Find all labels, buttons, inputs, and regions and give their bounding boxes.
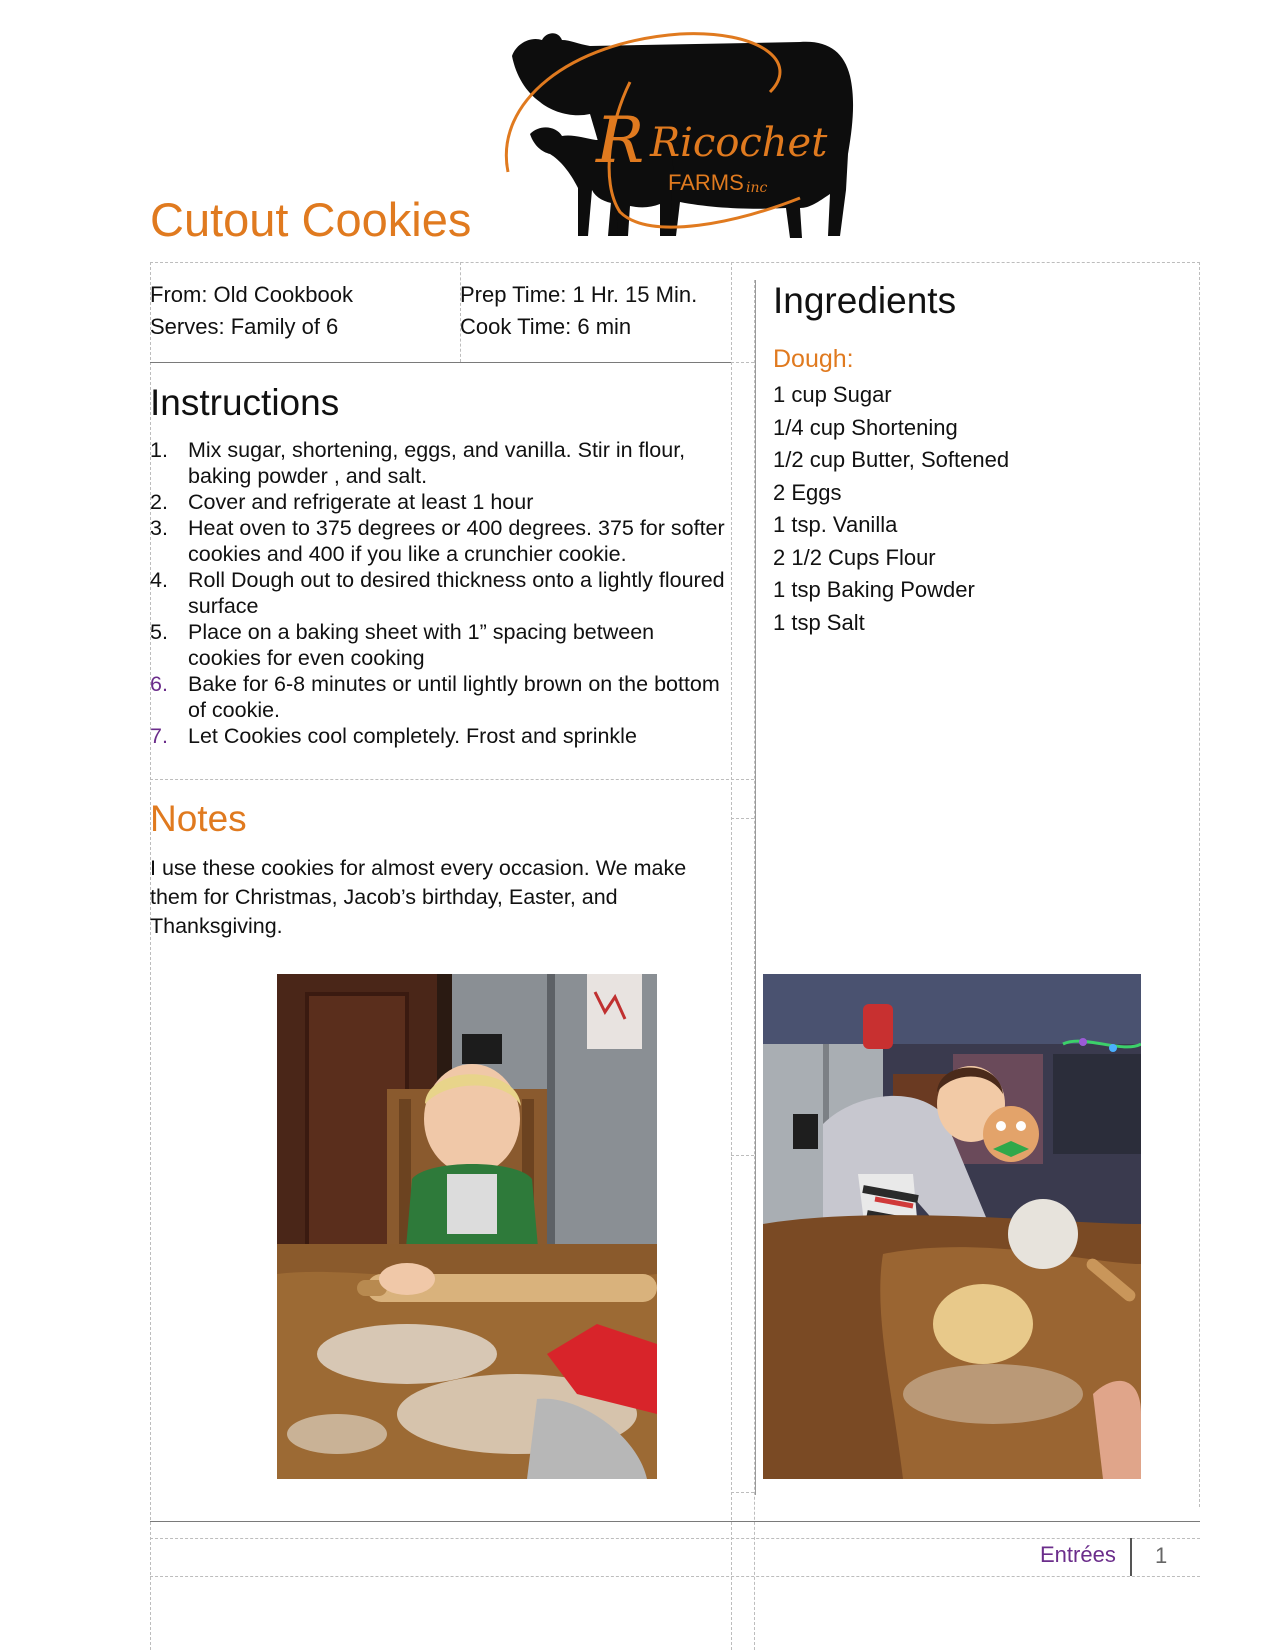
list-item: 1. Mix sugar, shortening, eggs, and vanilla. Stir in flour, baking powder , and salt. (150, 438, 686, 488)
recipe-prep-time: Prep Time: 1 Hr. 15 Min. (460, 282, 698, 307)
main-column-divider (731, 262, 732, 1650)
recipe-title: Cutout Cookies (150, 193, 472, 246)
gutter-tick-1 (731, 362, 754, 363)
instructions-bottom-border (150, 779, 754, 780)
list-item: 2 1/2 Cups Flour (773, 544, 936, 570)
table-right-border (1199, 262, 1200, 1507)
photo-child-graphic (763, 974, 1141, 1479)
footer-section-label: Entrées (1040, 1542, 1116, 1567)
list-item: 2. Cover and refrigerate at least 1 hour (150, 490, 534, 514)
logo-farms-text: FARMS (668, 170, 744, 195)
recipe-cook-time: Cook Time: 6 min (460, 314, 632, 339)
gutter-tick-2 (731, 818, 754, 819)
list-item: 1/4 cup Shortening (773, 414, 958, 440)
gutter-tick-3 (731, 1155, 754, 1156)
photo-toddler-rolling-pin (277, 974, 657, 1479)
recipe-serves: Serves: Family of 6 (150, 314, 339, 339)
recipe-meta-left (150, 279, 353, 343)
list-item: 7. Let Cookies cool completely. Frost and sprinkle (150, 724, 637, 748)
footer-row-bottom (150, 1576, 1200, 1577)
ingredients-heading: Ingredients (773, 280, 957, 321)
ingredients-section-dough: Dough: (773, 345, 854, 373)
gutter-marker (755, 280, 756, 1495)
list-item: 4. Roll Dough out to desired thickness onto a lightly floured surface (150, 568, 725, 618)
list-item: 1/2 cup Butter, Softened (773, 447, 1010, 472)
list-item: 1 tsp Salt (773, 609, 865, 635)
footer-top-rule (150, 1521, 1200, 1522)
logo-brand-initial: R (596, 104, 645, 178)
footer-page-number: 1 (1155, 1543, 1168, 1568)
recipe-meta-right (460, 279, 697, 343)
logo-graphic (500, 22, 875, 254)
photo-toddler-graphic (277, 974, 657, 1479)
footer-divider (1130, 1538, 1132, 1576)
instructions-list (150, 437, 725, 749)
ingredients-list (773, 379, 1009, 639)
gutter-tick-4 (731, 1492, 754, 1493)
table-top-border (150, 262, 1200, 263)
instructions-heading: Instructions (150, 382, 340, 423)
footer-row-top (150, 1538, 1200, 1539)
list-item: 2 Eggs (773, 479, 842, 505)
list-item: 6. Bake for 6-8 minutes or until lightly brown on the bottom of cookie. (150, 672, 720, 722)
ricochet-farms-logo (500, 22, 875, 254)
list-item: 5. Place on a baking sheet with 1” spacing between cookies for even cooking (150, 620, 655, 670)
logo-inc-text: inc (746, 180, 768, 196)
notes-text: I use these cookies for almost every occasion. We make them for Christmas, Jacob’s birthday, Easter, and Thanksgiving. (150, 856, 687, 938)
recipe-from: From: Old Cookbook (150, 282, 353, 307)
list-item: 1 tsp Baking Powder (773, 577, 975, 602)
logo-brand-text: Ricochet (650, 120, 828, 166)
list-item: 3. Heat oven to 375 degrees or 400 degrees. 375 for softer cookies and 400 if you like a crunchier cookie. (150, 516, 725, 566)
list-item: 1 tsp. Vanilla (773, 512, 898, 537)
meta-bottom-rule (150, 362, 731, 363)
photo-child-cutting-cookies (763, 974, 1141, 1479)
list-item: 1 cup Sugar (773, 382, 892, 407)
notes-heading: Notes (150, 798, 247, 839)
